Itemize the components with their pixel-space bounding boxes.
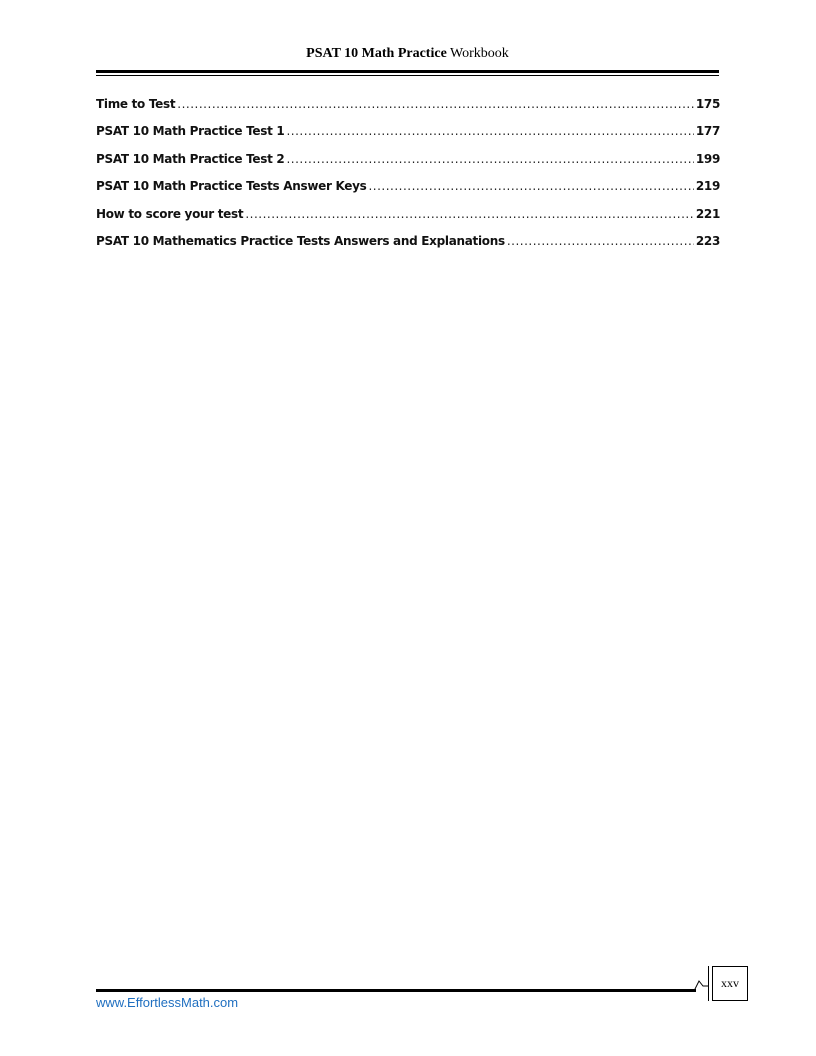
toc-entry-title: How to score your test [96,206,244,221]
toc-leader-dots [368,177,693,195]
toc-entry-title: PSAT 10 Mathematics Practice Tests Answers and Explanations [96,233,505,248]
footer-divider [708,966,709,1001]
toc-entry-page: 219 [695,179,720,194]
toc-leader-dots [507,232,694,250]
footer-rule [96,989,696,992]
toc-entry-page: 177 [695,124,720,139]
website-link[interactable]: www.EffortlessMath.com [96,995,239,1010]
header-title-regular: Workbook [450,46,509,61]
toc-entry-title: PSAT 10 Math Practice Test 1 [96,124,285,139]
toc-entry-title: PSAT 10 Math Practice Tests Answer Keys [96,179,367,194]
toc-entry-title: Time to Test [96,97,176,111]
toc-entry-page: 221 [695,206,720,221]
page-number: xxv [712,966,748,1001]
toc-leader-dots [286,150,693,168]
footer-decoration [694,978,708,992]
toc-entry-page: 175 [695,97,720,111]
toc-entry-title: PSAT 10 Math Practice Test 2 [96,151,285,166]
toc-entry-page: 223 [695,233,720,248]
toc-entry-page: 199 [695,151,720,166]
toc-leader-dots [286,122,693,140]
toc-entry[interactable] [96,122,720,149]
toc-leader-dots [245,205,694,223]
toc-entry[interactable] [96,205,720,232]
toc-entry[interactable] [96,232,720,259]
toc-leader-dots [177,95,694,113]
table-of-contents [96,95,720,259]
header-rule-thick [96,70,719,73]
toc-entry[interactable] [96,95,720,122]
header-rule-thin [96,75,719,76]
toc-entry[interactable] [96,177,720,204]
toc-entry[interactable] [96,150,720,177]
running-header [96,46,719,62]
header-title-bold: PSAT 10 Math Practice [306,46,447,61]
